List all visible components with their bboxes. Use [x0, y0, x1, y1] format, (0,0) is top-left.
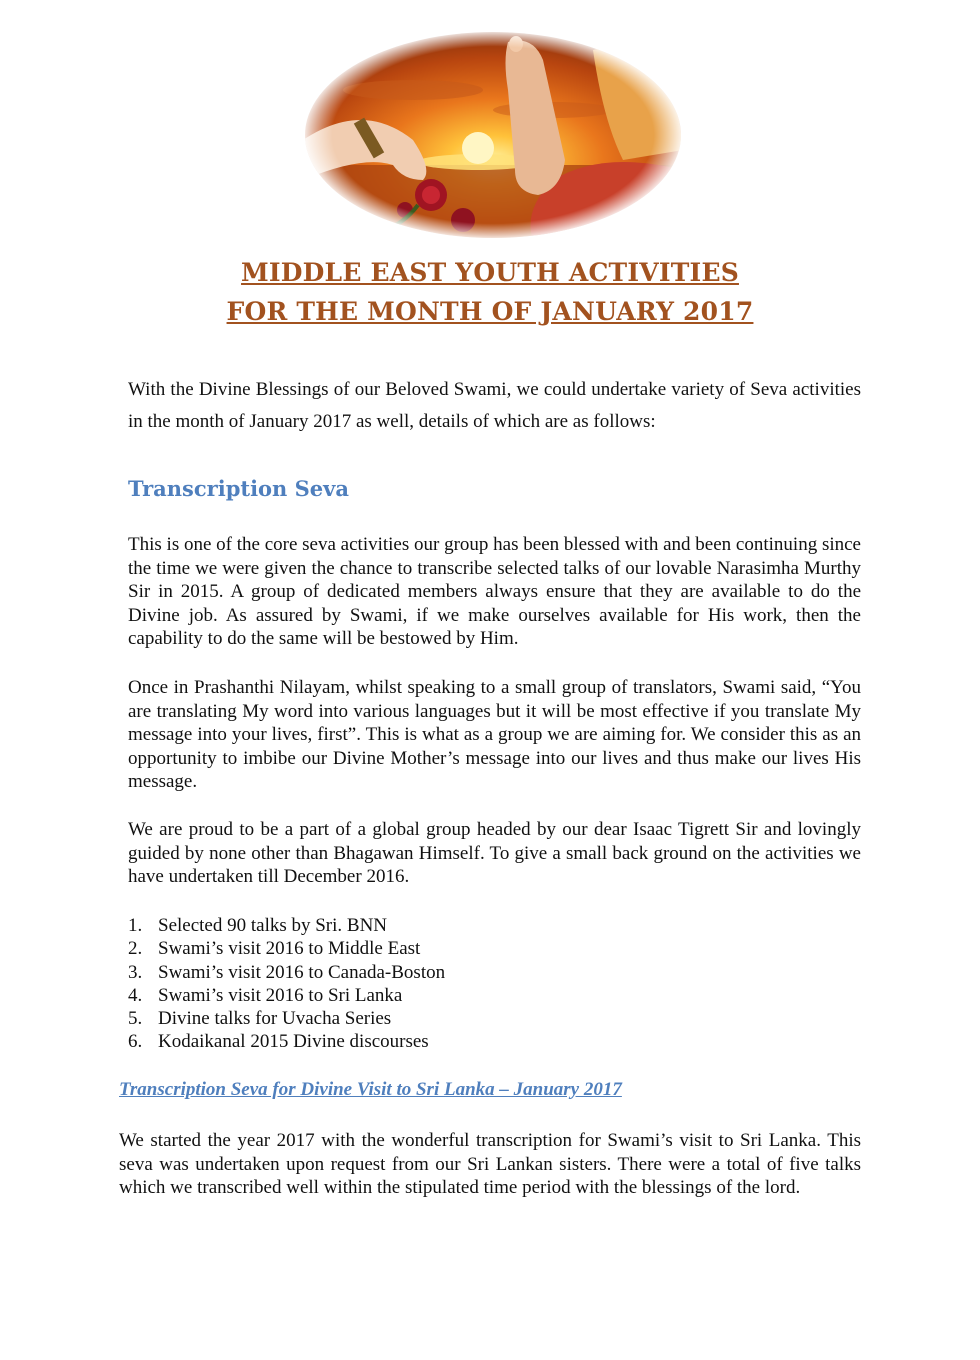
paragraph-3: We are proud to be a part of a global group headed by our dear Isaac Tigrett Sir and lovingly guided by none other than Bhagawan Himself. To give a small back ground on the activities we have undertaken till December 2016.: [128, 819, 861, 887]
page-title-line-1: MIDDLE EAST YOUTH ACTIVITIES: [241, 258, 739, 287]
section-heading: Transcription Seva: [128, 476, 349, 501]
paragraph-4: We started the year 2017 with the wonderful transcription for Swami’s visit to Sri Lanka. This seva was undertaken upon request from our Sri Lankan sisters. There were a total of five talks which we transcribed well within the stipulated time period with the blessings of the lord.: [119, 1130, 861, 1198]
list-item: 4. Swami’s visit 2016 to Sri Lanka: [128, 984, 403, 1006]
list-item: 3. Swami’s visit 2016 to Canada-Boston: [128, 961, 446, 983]
paragraph-1: This is one of the core seva activities our group has been blessed with and been continuing since the time we were given the chance to transcribe selected talks of our lovable Narasimha Murthy Sir in 2015. A group of dedicated members always ensure that they are available to do the Divine job. As assured by Swami, if we make ourselves available for His work, then the capability to do the same will be bestowed by Him.: [128, 534, 861, 649]
intro-paragraph: With the Divine Blessings of our Beloved Swami, we could undertake variety of Seva activities in the month of January 2017 as well, details of which are as follows:: [128, 379, 861, 432]
paragraph-2: Once in Prashanthi Nilayam, whilst speaking to a small group of translators, Swami said, “You are translating My word into various languages but it will be most effective if you translate My message into your lives, first”. This is what as a group we are aiming for. We consider this as an opportunity to imbibe our Divine Mother’s message into our lives and thus make our lives His message.: [128, 677, 861, 792]
activities-list: [128, 914, 445, 1054]
subsection-heading-link[interactable]: Transcription Seva for Divine Visit to Sri Lanka – January 2017: [119, 1079, 622, 1100]
list-item: 6. Kodaikanal 2015 Divine discourses: [128, 1031, 429, 1053]
page-title-line-2: FOR THE MONTH OF JANUARY 2017: [226, 297, 754, 326]
list-item: 1. Selected 90 talks by Sri. BNN: [128, 915, 388, 936]
sunset-offering-banner-image: [303, 30, 683, 240]
list-item: 2. Swami’s visit 2016 to Middle East: [128, 938, 421, 960]
list-item: 5. Divine talks for Uvacha Series: [128, 1008, 392, 1030]
